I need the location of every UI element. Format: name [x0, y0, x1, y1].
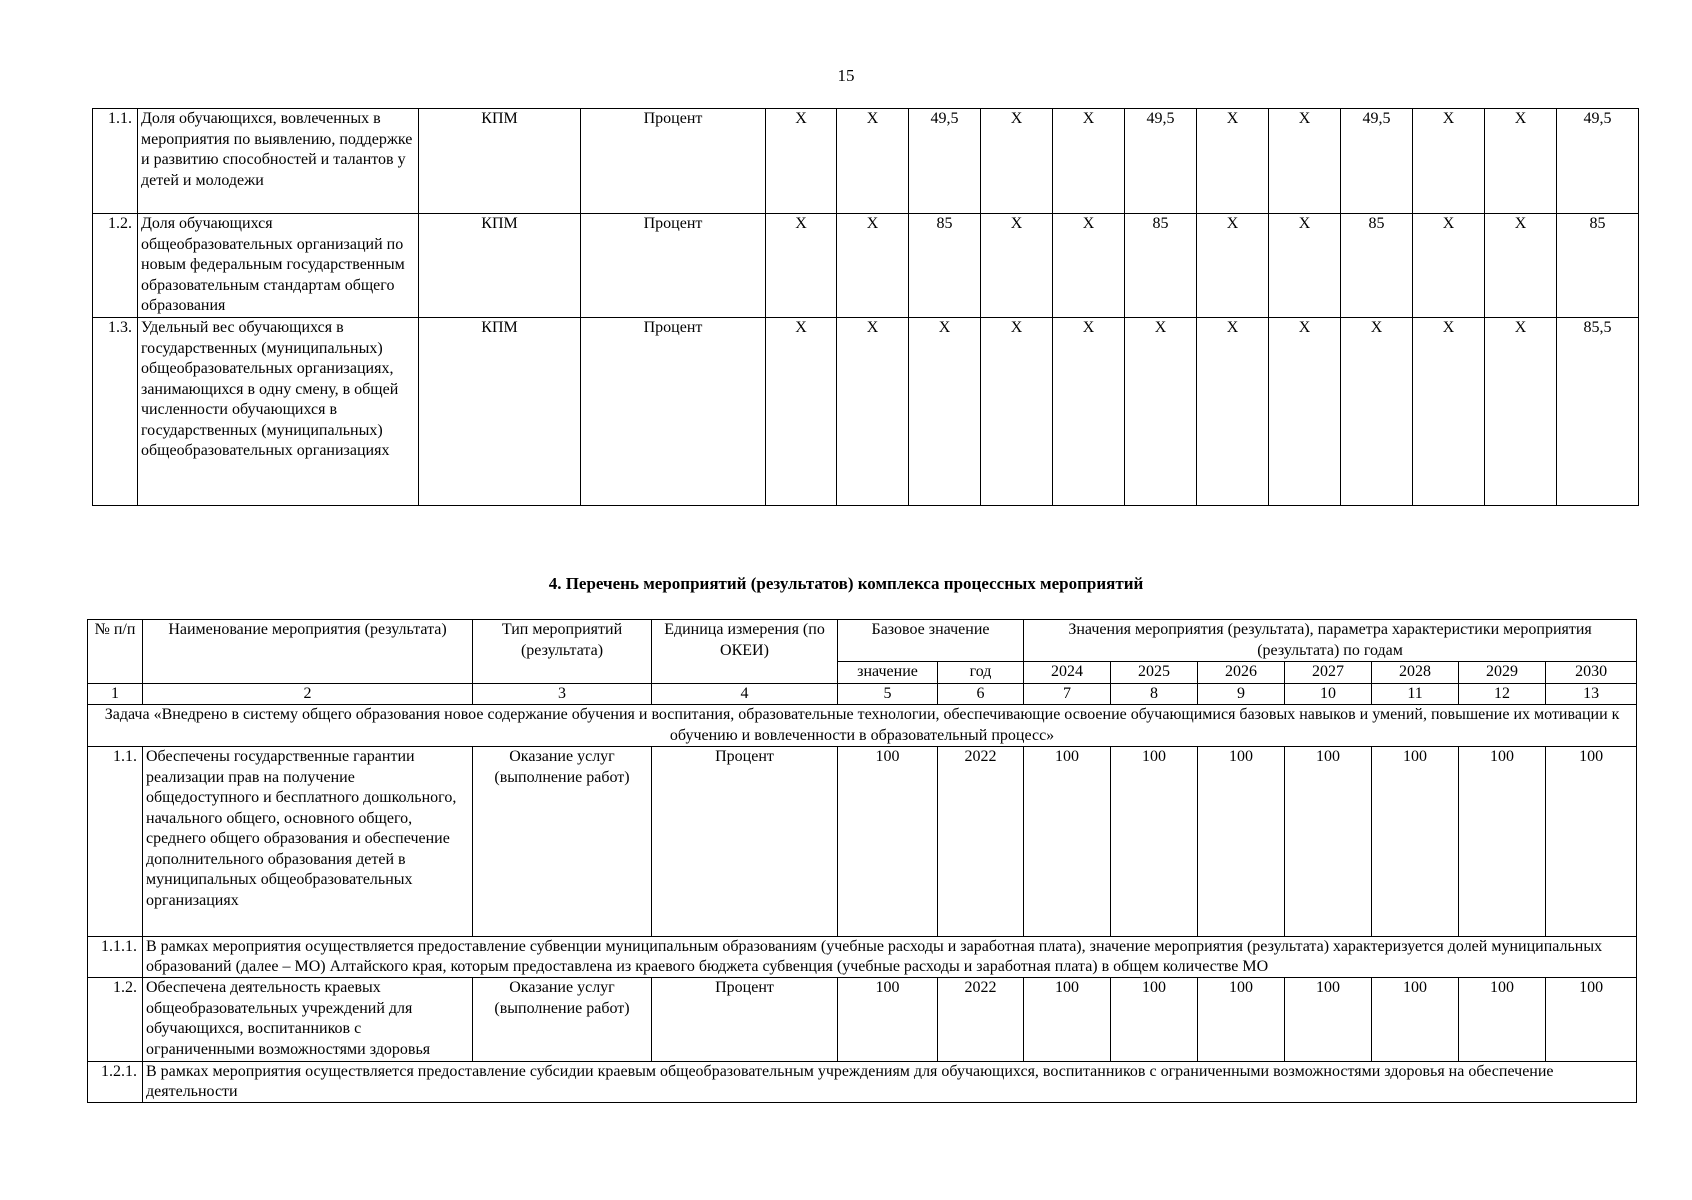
value-cell: 85 [909, 214, 981, 318]
header-year: 2027 [1285, 662, 1372, 684]
value-cell: 85 [1341, 214, 1413, 318]
measure-name: Обеспечена деятельность краевых общеобразовательных учреждений для обучающихся, воспитанников с ограниченными возможностями здоровья [143, 978, 473, 1062]
value-cell: X [1413, 318, 1485, 506]
value-cell: X [837, 214, 909, 318]
note-text: В рамках мероприятия осуществляется предоставление субвенции муниципальным образованиям (учебные расходы и заработная плата), значение мероприятия (результата) характеризуется долей муниципальных образований (далее – МО) Алтайского края, которым предоставлена из краевого бюджета субвенция (учебные расходы и заработная плата) в общем количестве МО [143, 937, 1637, 978]
year-value: 100 [1285, 978, 1372, 1062]
column-number: 7 [1024, 683, 1111, 705]
value-cell: X [981, 109, 1053, 214]
header-year: 2030 [1546, 662, 1637, 684]
value-cell: 85,5 [1557, 318, 1639, 506]
indicator-unit: Процент [581, 214, 766, 318]
value-cell: X [1485, 318, 1557, 506]
note-text: В рамках мероприятия осуществляется предоставление субсидии краевым общеобразовательным учреждениям для обучающихся, воспитанников с ограниченными возможностями здоровья на обеспечение деятельности [143, 1062, 1637, 1103]
indicator-level: КПМ [419, 109, 581, 214]
value-cell: X [1269, 214, 1341, 318]
row-number: 1.1. [93, 109, 138, 214]
row-number: 1.1. [88, 747, 143, 937]
indicator-level: КПМ [419, 318, 581, 506]
indicator-level: КПМ [419, 214, 581, 318]
header-num: № п/п [88, 620, 143, 684]
column-number: 8 [1111, 683, 1198, 705]
value-cell: X [837, 318, 909, 506]
value-cell: X [766, 214, 837, 318]
value-cell: X [981, 318, 1053, 506]
year-value: 100 [1546, 978, 1637, 1062]
value-cell: X [837, 109, 909, 214]
value-cell: X [1269, 318, 1341, 506]
value-cell: 49,5 [909, 109, 981, 214]
header-values-group: Значения мероприятия (результата), параметра характеристики мероприятия (результата) по годам [1024, 620, 1637, 662]
value-cell: X [909, 318, 981, 506]
header-year: 2024 [1024, 662, 1111, 684]
column-number: 9 [1198, 683, 1285, 705]
indicators-table [92, 108, 1639, 506]
year-value: 100 [1372, 747, 1459, 937]
header-year: 2028 [1372, 662, 1459, 684]
value-cell: 49,5 [1341, 109, 1413, 214]
indicator-name: Удельный вес обучающихся в государственных (муниципальных) общеобразовательных организациях, занимающихся в одну смену, в общей численности обучающихся в государственных (муниципальных) общеобразовательных организациях [138, 318, 419, 506]
header-name: Наименование мероприятия (результата) [143, 620, 473, 684]
header-base-year: год [938, 662, 1024, 684]
year-value: 100 [1459, 747, 1546, 937]
year-value: 100 [1111, 747, 1198, 937]
column-number: 5 [838, 683, 938, 705]
year-value: 100 [1198, 747, 1285, 937]
value-cell: X [1413, 214, 1485, 318]
header-year: 2029 [1459, 662, 1546, 684]
header-base: Базовое значение [838, 620, 1024, 662]
measure-unit: Процент [652, 747, 838, 937]
section-title: 4. Перечень мероприятий (результатов) комплекса процессных мероприятий [548, 574, 1144, 593]
header-year: 2025 [1111, 662, 1198, 684]
table-row [93, 214, 1639, 318]
year-value: 100 [1024, 978, 1111, 1062]
row-number: 1.2. [93, 214, 138, 318]
indicator-unit: Процент [581, 109, 766, 214]
table-row [88, 747, 1637, 937]
row-number: 1.2. [88, 978, 143, 1062]
value-cell: X [1197, 214, 1269, 318]
measure-name: Обеспечены государственные гарантии реализации прав на получение общедоступного и бесплатного дошкольного, начального общего, основного общего, среднего общего образования и обеспечение дополнительного образования детей в муниципальных общеобразовательных организациях [143, 747, 473, 937]
value-cell: X [766, 109, 837, 214]
measure-unit: Процент [652, 978, 838, 1062]
header-year: 2026 [1198, 662, 1285, 684]
row-number: 1.3. [93, 318, 138, 506]
value-cell: X [1341, 318, 1413, 506]
value-cell: 49,5 [1125, 109, 1197, 214]
column-number: 11 [1372, 683, 1459, 705]
indicator-unit: Процент [581, 318, 766, 506]
note-row [88, 1062, 1637, 1103]
indicator-name: Доля обучающихся, вовлеченных в мероприятия по выявлению, поддержке и развитию способностей и талантов у детей и молодежи [138, 109, 419, 214]
column-number: 4 [652, 683, 838, 705]
column-number: 13 [1546, 683, 1637, 705]
base-year: 2022 [938, 747, 1024, 937]
value-cell: 49,5 [1557, 109, 1639, 214]
value-cell: X [1485, 109, 1557, 214]
value-cell: 85 [1125, 214, 1197, 318]
base-value: 100 [838, 978, 938, 1062]
year-value: 100 [1546, 747, 1637, 937]
column-number: 6 [938, 683, 1024, 705]
note-row [88, 937, 1637, 978]
column-number: 12 [1459, 683, 1546, 705]
page-number: 15 [837, 66, 855, 85]
indicator-name: Доля обучающихся общеобразовательных организаций по новым федеральным государственным образовательным стандартам общего образования [138, 214, 419, 318]
value-cell: X [1053, 318, 1125, 506]
task-row [88, 705, 1637, 747]
measure-type: Оказание услуг (выполнение работ) [473, 747, 652, 937]
value-cell: X [766, 318, 837, 506]
value-cell: X [1269, 109, 1341, 214]
column-number: 2 [143, 683, 473, 705]
year-value: 100 [1459, 978, 1546, 1062]
value-cell: X [1053, 214, 1125, 318]
value-cell: X [981, 214, 1053, 318]
base-year: 2022 [938, 978, 1024, 1062]
base-value: 100 [838, 747, 938, 937]
task-text: Задача «Внедрено в систему общего образования новое содержание обучения и воспитания, образовательные технологии, обеспечивающие освоение обучающимися базовых навыков и умений, повышение их мотивации к обучению и вовлеченности в образовательный процесс» [88, 705, 1637, 747]
table-row [88, 978, 1637, 1062]
value-cell: X [1197, 318, 1269, 506]
value-cell: X [1485, 214, 1557, 318]
year-value: 100 [1285, 747, 1372, 937]
value-cell: 85 [1557, 214, 1639, 318]
note-number: 1.1.1. [88, 937, 143, 978]
column-number: 3 [473, 683, 652, 705]
year-value: 100 [1372, 978, 1459, 1062]
value-cell: X [1197, 109, 1269, 214]
value-cell: X [1125, 318, 1197, 506]
value-cell: X [1053, 109, 1125, 214]
year-value: 100 [1111, 978, 1198, 1062]
column-number: 10 [1285, 683, 1372, 705]
value-cell: X [1413, 109, 1485, 214]
year-value: 100 [1198, 978, 1285, 1062]
table-row [93, 318, 1639, 506]
column-number: 1 [88, 683, 143, 705]
measures-table [87, 619, 1637, 1103]
header-row [88, 620, 1637, 662]
note-number: 1.2.1. [88, 1062, 143, 1103]
header-base-value: значение [838, 662, 938, 684]
table-row [93, 109, 1639, 214]
header-unit: Единица измерения (по ОКЕИ) [652, 620, 838, 684]
year-value: 100 [1024, 747, 1111, 937]
column-number-row [88, 683, 1637, 705]
header-type: Тип мероприятий (результата) [473, 620, 652, 684]
measure-type: Оказание услуг (выполнение работ) [473, 978, 652, 1062]
